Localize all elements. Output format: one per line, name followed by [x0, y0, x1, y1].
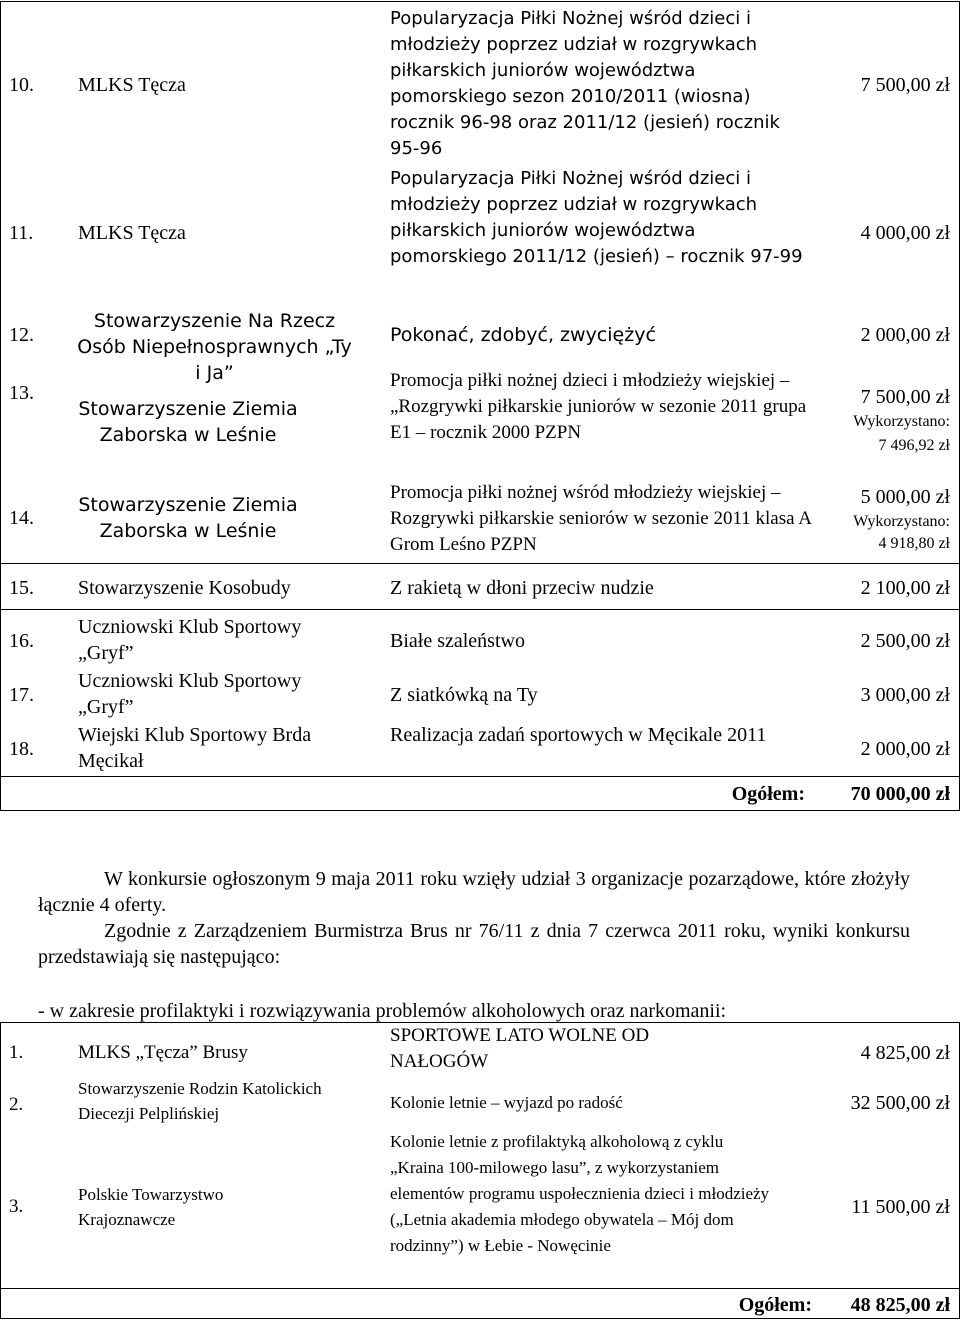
- organization: Uczniowski Klub Sportowy „Gryf”: [78, 670, 302, 718]
- task-title: Promocja piłki nożnej wśród młodzieży wiejskiej – Rozgrywki piłkarskie seniorów w sezonie 2011 klasa A Grom Leśno PZPN: [390, 482, 811, 555]
- total-label: Ogółem:: [738, 1294, 812, 1316]
- used-amount: 4 918,80 zł: [878, 535, 950, 552]
- table-border: [0, 1, 1, 810]
- row-number: 17.: [9, 684, 34, 706]
- organization: Stowarzyszenie Na Rzecz Osób Niepełnosprawnych „Ty i Ja”: [77, 310, 352, 384]
- task-title: Promocja piłki nożnej dzieci i młodzieży wiejskiej – „Rozgrywki piłkarskie juniorów w sezonie 2011 grupa E1 – rocznik 2000 PZPN: [390, 370, 807, 443]
- amount: 2 100,00 zł: [860, 577, 950, 599]
- row-number: 14.: [9, 507, 34, 529]
- task-title: Z siatkówką na Ty: [390, 684, 538, 706]
- task-title: Popularyzacja Piłki Nożnej wśród dzieci i młodzieży poprzez udział w rozgrywkach piłkarskich juniorów województwa pomorskiego sezon 2010/2011 (wiosna) rocznik 96-98 oraz 2011/12 (jesień) rocznik 95-96: [390, 8, 780, 159]
- task-title: Kolonie letnie – wyjazd po radość: [390, 1093, 623, 1112]
- organization: Stowarzyszenie Ziemia Zaborska w Leśnie: [78, 494, 298, 542]
- table-border: [0, 1, 960, 2]
- amount: 2 000,00 zł: [860, 738, 950, 760]
- organization: Stowarzyszenie Rodzin Katolickich Diecezji Pelplińskiej: [78, 1079, 322, 1123]
- amount: 4 000,00 zł: [860, 222, 950, 244]
- organization: Stowarzyszenie Ziemia Zaborska w Leśnie: [78, 398, 298, 446]
- organization: Polskie Towarzystwo Krajoznawcze: [78, 1185, 224, 1229]
- used-amount: 7 496,92 zł: [878, 437, 950, 454]
- row-number: 10.: [9, 74, 34, 96]
- task-title: Z rakietą w dłoni przeciw nudzie: [390, 577, 654, 599]
- organization: MLKS Tęcza: [78, 222, 186, 244]
- amount: 7 500,00 zł: [860, 74, 950, 96]
- total-amount: 70 000,00 zł: [850, 783, 950, 805]
- total-label: Ogółem:: [731, 783, 805, 805]
- task-title: Białe szaleństwo: [390, 630, 525, 652]
- paragraph-1: W konkursie ogłoszonym 9 maja 2011 roku wzięły udział 3 organizacje pozarządowe, które złożyły łącznie 4 oferty.: [38, 868, 910, 916]
- organization: MLKS Tęcza: [78, 74, 186, 96]
- amount: 5 000,00 zł: [860, 486, 950, 508]
- used-label: Wykorzystano:: [853, 413, 950, 430]
- row-number: 12.: [9, 324, 34, 346]
- table-border: [0, 609, 960, 610]
- row-number: 1.: [9, 1042, 24, 1063]
- task-title: Popularyzacja Piłki Nożnej wśród dzieci i młodzieży poprzez udział w rozgrywkach piłkarskich juniorów województwa pomorskiego 2011/12 (jesień) – rocznik 97-99: [390, 168, 803, 267]
- task-title: Kolonie letnie z profilaktyką alkoholową z cyklu „Kraina 100-milowego lasu”, z wykorzystaniem elementów programu uspołecznienia dzieci i młodzieży („Letnia akademia młodego obywatela – Mój dom rodzinny”) w Łebie - Nowęcinie: [390, 1132, 770, 1255]
- organization: Stowarzyszenie Kosobudy: [78, 577, 291, 599]
- table-border: [0, 1022, 1, 1318]
- row-number: 2.: [9, 1094, 24, 1115]
- amount: 2 500,00 zł: [860, 630, 950, 652]
- row-number: 3.: [9, 1196, 24, 1217]
- amount: 4 825,00 zł: [860, 1042, 950, 1064]
- task-title: Pokonać, zdobyć, zwyciężyć: [390, 324, 656, 346]
- organization: Uczniowski Klub Sportowy „Gryf”: [78, 616, 302, 664]
- amount: 7 500,00 zł: [860, 386, 950, 408]
- row-number: 13.: [9, 382, 34, 404]
- table-border: [0, 776, 960, 777]
- amount: 11 500,00 zł: [851, 1196, 950, 1218]
- amount: 3 000,00 zł: [860, 684, 950, 706]
- organization: MLKS „Tęcza” Brusy: [78, 1042, 248, 1063]
- table-border: [0, 563, 960, 564]
- task-title: SPORTOWE LATO WOLNE OD NAŁOGÓW: [390, 1025, 650, 1072]
- row-number: 15.: [9, 577, 34, 599]
- total-amount: 48 825,00 zł: [850, 1294, 950, 1316]
- amount: 2 000,00 zł: [860, 324, 950, 346]
- organization: Wiejski Klub Sportowy Brda Męcikał: [78, 724, 312, 772]
- row-number: 11.: [9, 222, 34, 244]
- amount: 32 500,00 zł: [850, 1092, 950, 1114]
- table-border: [0, 1288, 960, 1289]
- row-number: 16.: [9, 630, 34, 652]
- row-number: 18.: [9, 738, 34, 760]
- used-label: Wykorzystano:: [853, 513, 950, 530]
- section-heading: - w zakresie profilaktyki i rozwiązywania problemów alkoholowych oraz narkomanii:: [38, 1000, 727, 1022]
- table-border: [0, 810, 960, 811]
- task-title: Realizacja zadań sportowych w Męcikale 2011: [390, 724, 767, 746]
- paragraph-2: Zgodnie z Zarządzeniem Burmistrza Brus nr 76/11 z dnia 7 czerwca 2011 roku, wyniki konkursu przedstawiają się następująco:: [38, 920, 910, 968]
- table-border: [0, 1318, 960, 1319]
